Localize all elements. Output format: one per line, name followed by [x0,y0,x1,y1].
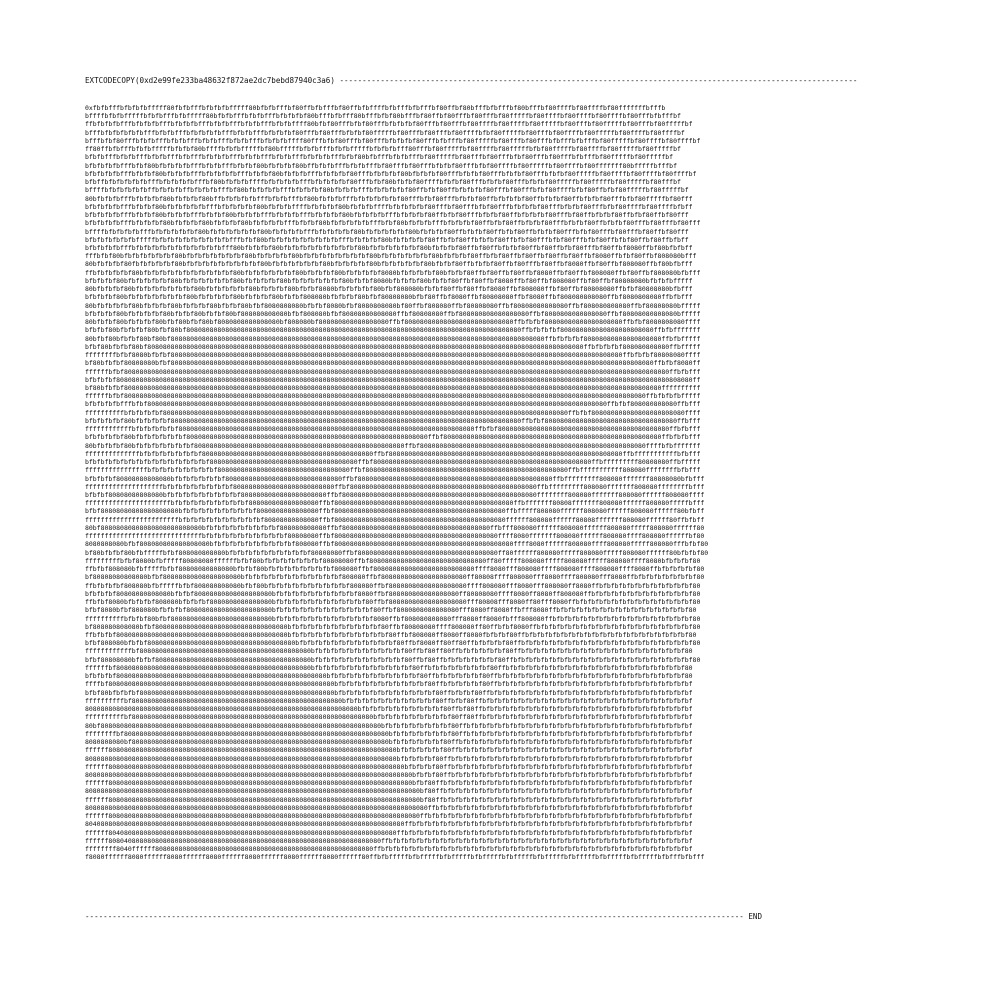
bytecode-line: ffbfbfbfbfffbfbfbfbfffbfbfbfbfffbfbfbfffbfbfbfffbfbfbffff80bfbf80fffbfbf80fffbfbfbfbf80fffbf80fffbf80ffffbf80ffffbf80fffffbf80fffbf80fffffbf80fffbf80fffffbf [85,120,693,129]
bytecode-line: bfbfbfbfbfffbfbfbfbfbfbfbfbfbfbfbfbfff80bfbfbfbf80bfbfbfbfbfbfbfbfbfbf80bfbfbfbfbfbfbf80bfbfbfbf80ffbf80ffbfbfbf80ffbf80ffbfbf80fffbf80ffbf8080ffbf80bfbfbff [85,243,693,252]
bytecode-line: bf80bfbfbf80bfbfffffbfbf808080808080bfbfbfbfbfbfbfbfbfbfbf80808080ffbf808080808080808080808080808080808080ff80ffffff808080fffff808080fffff808080ffffff80bfbfbf80 [85,548,709,557]
bytecode-line: bfbfbf80bfbfbfbf80bfbf80bf80808080808080808080808080808080808080808080808080808080808080808080808080808080808080ffbfbfbfbf808080808080808080808080ffbfbfffffff [85,326,701,335]
bytecode-line: 80bf80808080808080808080808080bfbfbfbfbfbfbfbfbfbf808080808080ffbf80808080808080808080808080808080808080ffbfff808080ffffff808080ffffff808080fffff808080ffffff80 [85,523,705,532]
bytecode-line: bf80bfbfbf80808080bfbf8080808080808080808080808080808080808080808080808080808080808080808080808080808080808080808080808080808080808080808080808080ffbfbf8080ff [85,359,701,368]
bytecode-line: ffffffbfbf80808080808080808080808080808080808080808080808080808080808080808080808080808080808080808080808080808080808080808080808080808080808080ffbfbfbfbfffff [85,392,701,401]
extcodecopy-header: EXTCODECOPY(0xd2e99fe233ba48632f872ae2dc7bebd87940c3a6) ------------------------------------------------------------------------------------------------------------------ [85,76,858,85]
bytecode-line: bffffbfbfbfffffbfbfbfffbfbfffff80bfbfbfffbfbfbfffbfbfbfbf80bfffbfbfff80bfffbfbf80bfffbf80ffbf80fffbf80fffbf80fffffbf80ffffbf80ffffbf80ffffbf80fffbfbfffbf [85,112,681,121]
bytecode-line: bfbffbfbfbfbfbfbfffbfbfbfbfbfffbf80bfbfbfbffffbfbfbfbfbfffbfbfbfbfbf80fffbfbf80bfbfbf80ffffbfbfbf80fffbfbfbf80fffbfbfbf80fffffbf80fffffbf80fffffbf80fffbf [85,178,681,187]
bytecode-line: ffffff80808080808080808080808080808080808080808080808080808080808080808080808080808080bf80ffbfbfbfbfbfbfbfbfbfbfbfbfbfbfbfbfbfbfbfbfbfbfbfbfbfbfbfbfbfbfbfbf [85,795,693,804]
bytecode-line: bfffbfbf80fffbfbfbfffbfbfbfffbfbfbfffbfbfbfffbfbfbfbffff80fffbfbf80fffbf80fffbfbfbfbf80fffbfbfffbf80fffffbf80fffbf80fffbfbfffbfbfffbf80fffffbf80ffffbf80ffffbf [85,136,701,145]
bytecode-line: bfbfbfbfbfbfbfffffbfbfbfbfbfbfbfbfbfbfffbfbf80bfbfbfbfbfbfbfbfbfbfffbfbfbfbf80bfbfbfbfbf80ffbfbf80ffbfbfbf80ffbfbf80fffbfbf80fffbfbf80ffbfbf80ffbf80ffbfbff [85,235,689,244]
bytecode-line: f8080ffffff8080ffffff8080ffffff8080ffffff8080ffffff8080ffffff8080ffffff80ffbfbfffffbfbfffffbfbfffffbfbfffffbfbfffffbfbfffffbfbfffffbfbfffffbfbfffffbfbfffbfbfff [85,853,705,862]
bytecode-line: ffffffffffffffffbfbfbfbfbfbfbfbfbf8080808080808080808080808080808080ffbf8080808080808080808080808080808080808080808080808080ffbfffffffffff808080ffffffffbfbfff [85,466,701,475]
bytecode-line: bf808080808080bfbf8080808080808080808080808080808080bfbfbfbfbfbfbfbfbfbfbfbf80ffbf80808080ffff808080ff80ffbfbf8080ffbfbfbfbfbfbfbfbfbfbfbfbfbfbfbfbfbfbfbfbf80 [85,622,701,631]
bytecode-line: ff80ffbfbfffbfbfbfffffbfbfbf80bffffbfbfbfffffbf80bfffffbfbfbfffbfbfbfffffbfbfbfbfff80fffbf80fffffbf80ffffbf80fffffbfbf80fffffbf80ffffbf80fffffbf80fffffbf [85,145,681,154]
bytecode-line: bfbfbfbfbfbfbfbfbfbfbfbfbfbfbfbf80808080808080808080808080808080808080ffbf80808080808080808080808080808080808080808080808080808080ffbfffffffff80808080ffbfffff [85,458,701,467]
bytecode-line: fffffffffbfbf8080bfbfffff80808080ffffffbfbf80bfbfbfbfbfbfbfbf80808080ffbf808080808080808080808080808080ff80fffff808080fffff808080fffff808080ffff8080bfbfbfbf80 [85,556,701,565]
bytecode-line: bfbfbfbfbfffbfbfbfbf80bfbfbfbf80bfbfbfbf80bfbfbfbfbfffbfbfbf80bfbfbfbfbfbfffbfbf80bfbfbfbfffbfbfbfbf80ffbfbf80ffbfbfbf80fffbfbfbf80ffbfbfbf80fffbf80fffbf80fff [85,219,701,228]
bytecode-line: ffffffffffbf808080808080808080808080808080808080808080808080808080bfbfbfbfbfbfbfbfbfbfbfbf80ffbfbf80ffbfbfbfbfbfbfbfbfbfbfbfbfbfbfbfbfbfbfbfbfbfbfbfbfbfbfbf [85,696,693,705]
bytecode-line: bfbfbfbfbfffbfbfbf80bfbfbfbfffbfbfbfbfbfffbfbfbf80bfbfbfbfffbfbfbfbf80fffbfbfbfbf80bfbfbfbf80fffbfbfbf80fffbfbfbf80fffbfbfbf80fffffbf80ffffbf80ffffbf80ffffbf [85,169,697,178]
bytecode-line: bf80808080808080bfbf80808080808080808080bfbfbfbfbfbfbfbfbfbfbfbfbf808080ffbf8080808080808080808080ff80808ffff808080fff8080ffff808080fff8080ffbfbfbfbfbfbfbfbf80 [85,573,705,582]
bytecode-line: bfbfbfbfbfffbfbfbf80bfbfbfbfffbfbfbf80bfbfbfbfffbfbfbfbfffbfbfbfbf80bfbfbfbfbfffbfbfbfbf80ffbfbf80fffbfbfbf80ffbfbfbfbf80fffbf80ffbfbfbf80ffbfbf80ffbf80fff [85,211,689,220]
bytecode-line: ffbfbfbfbfbf80bfbfbfbfbfbfbfbfbfbfbfbf80bfbfbfbfbfbfbf80bfbfbfbf80bfbfbfbfbf8080bfbfbfbfbf80bfbfbf80ffbf80ffbf80ffbf8080ffbf80ffbf808080ffbf80ffbf808080bfbfff [85,268,701,277]
bytecode-line: ffffffffffffffffffffbfbfbfbfbfbfbfbfbf80808080808080808080808080ffbf808080808080808080808080808080808080808080808080ffbfffffffff808080fffffff808080ffffffffbfff [85,482,705,491]
bytecode-line: 80bf808080808080808080808080808080808080808080808080808080808080808080808080bfbfbfbfbfbfbfbfbf80ffbfbfbfbfbfbfbfbfbfbfbfbfbfbfbfbfbfbfbfbfbfbfbfbfbfbfbfbfbf [85,721,693,730]
bytecode-line: bfbfbfbfbf80bfbfbfbfbfbfbf80808080808080808080808080808080808080808080808080808080808080ffbf80808080808080808080808080808080808080808080808080808080ffbfbfbfff [85,433,701,442]
bytecode-line: ffbfbfbf80808080808080808080808080808080808080808080bfbfbfbfbfbfbfbfbfbfbfbfbf80ffbf808080ff8080ff8080fbfbfbf80ffbfbfbfbfbfbfbfbfbfbfbfbfbfbfbfbfbfbfbfbfbf80 [85,631,697,639]
bytecode-line: ffffbf8080808080808080808080808080808080808080808080808080808080bfbfbfbfbfbfbfbfbfbfbfbf80ffbfbfbfbfbf80ffbfbfbfbfbfbfbfbfbfbfbfbfbfbfbfbfbfbfbfbfbfbfbfbfbf [85,680,693,689]
bytecode-line: ffffffffffffffffffffffbfbfbfbfbfbfbfbfbfbf808080808080808080ffbf8080808080808080808080808080808080808080808080ffbfffffff80808fffffff808080ffffff808080fffffbfff [85,499,705,508]
bytecode-line: bfbfbf80808080808080bfbfbfbfbfbfbfbfbfbf8080808080808080808080ffbf80808080808080808080808080808080808080808080808080ffffffff808080fffffff808080ffffff808080ffff [85,491,705,500]
bytecode-line: ffffffffffffffffffffffffbfbfbfbfbfbfbfbfbfbfbf80808080808080ffbf80808080808080808080808080808080808080808080ffffff808080ffffff80808fffffff808080ffffff80ffbfbff [85,515,705,524]
bytecode-line: 80bfbfbfbfbf80bfbfbfbf80bfbfbfbf80bfbfbf80bfbf8080808080bfbfbf8080bfbf8080808080bf80ffbf808080ffbf80808080ffbf80808080808080ffbf808080808080ffbf80808080bfffff [85,301,701,310]
bytecode-line: ffffffffffbf80808080808080808080808080808080808080808080808080808080808080bfbfbfbfbfbfbfbfbfbf80ff80ffbfbfbfbfbfbfbfbfbfbfbfbfbfbfbfbfbfbfbfbfbfbfbfbfbfbfbf [85,713,693,722]
bytecode-line: ffffffffffbfbfbf80bfbf80808080808080808080808080bfbfbfbfbfbfbfbfbfbfbfbfbf8080ffbf808080808080fff8080ff8080fbfff808080ffbfbfbfbfbfbfbfbfbfbfbfbfbfbfbfbfbfbf80 [85,614,701,623]
bytecode-line: ffffff80408080808080808080808080808080808080808080808080808080808080808080808080ffbfbfbfbfbfbfbfbfbfbfbfbfbfbfbfbfbfbfbfbfbfbfbfbfbfbfbfbfbfbfbfbfbfbfbfbfbf [85,828,693,837]
bytecode-line: ffffffbfbf80808080808080808080808080808080808080808080808080808080808080808080808080808080808080808080808080808080808080808080808080808080808080808080ffbfbfff [85,367,701,376]
bytecode-line: 80bfbfbf80bfbfbfbf80bfbf80bfbf80bf8080808080808080bf808080bf808080808080808080ffbf8080808080808080808080808080ffbfbfbf80808080808080808080ffbfbf8080808080ffff [85,318,701,327]
bytecode-line: ffbfbfbfbf808080bfbfffffbfbf808080808080bfbf80bfbfbfbfbfbfbfbfbfbfbf808080ffbf80808080808080808080ffff808080fff8080fff808080ff8080ffbfbfbfbfbfbfbfbfbfbfbfbf80 [85,581,701,590]
bytecode-line: bfbfbfbf8080808080808080808080808080808080808080808080808080808080808080808080808080808080808080808080808080808080808080808080808080808080808080808080808080ff [85,375,701,384]
bytecode-line: ffffffffffffbf80808080808080808080808080808080808080808080bfbfbfbfbfbfbfbfbfbfbfbf80ffbf80ff80ffbfbfbfbfbfbf80ffbfbfbfbfbfbfbfbfbfbfbfbfbfbfbfbfbfbfbfbfbf80 [85,647,693,656]
bytecode-line: 80808080808080808080808080808080808080808080808080808080808080808080808080808080bfbfbfbfbf80ffbfbfbfbfbfbfbfbfbfbfbfbfbfbfbfbfbfbfbfbfbfbfbfbfbfbfbfbfbfbfbf [85,754,693,763]
bytecode-line: bfbf8080bfbf808080bfbfbfbf8080808080808080808080bfbfbfbfbfbfbfbfbfbfbfbfbf80ffbf8080808080808080fff8080ff8080ffbfff8080ffbfbfbfbfbfbfbfbfbfbfbfbfbfbfbfbfbf80 [85,606,697,615]
bytecode-line: bfbfbfbf80808080808080bfbfbf80808080808080808080bfbfbfbfbfbfbfbfbfbfbf8080ffbf808080808080808080ff80808080ffff8080ff8080ff808080ffbfbfbfbfbfbfbfbfbfbfbfbfbf80 [85,589,701,598]
bytecode-line: bf80bfbfbf808080808080808080808080808080808080808080808080808080808080808080808080808080808080808080808080808080808080808080808080808080808080808080ffffffffff [85,383,701,392]
bytecode-line: 0xfbfbfffbfbfbfbfffff80fbfbfffbfbfbfbfffff80bfbfbfffbf80ffbfbfffbf80ffbfbffffbfbfffbfbfffbf80ffbf80bfffbfbfffbf80bfffbf80ffffbf80ffffbf80fffffffbfffb [85,104,666,112]
bytecode-line: 808080808080808080808080808080808080808080808080808080808080808080808080808080808080bfbfbf80ffbfbfbfbfbfbfbfbfbfbfbfbfbfbfbfbfbfbfbfbfbfbfbfbfbfbfbfbfbfbfbf [85,770,693,779]
bytecode-line: bfbfbfbf80bfbfbfbfbfbf80bfbfbfbfbfbfbf80bfbfbfbfbf80bfbfbfbfbfbfbf80bfbfbf8080bfbfbfbf80bfbfbf80ffbf80ffbf8080ffbf80ffbf808080ffbf80ffbf80808080bfbfbfbfffff [85,276,693,285]
bytecode-line: bfbfbfbfbfffbfbfbf80bfbfbfbfbfbfffbfbfbfbfbf80bfbfbfbffffbfbfbfbf80bfbfbfbffffbfbfbfbfbf80fffbf80fffbfbf80fffbfbfbfbf80fffbfbfbf80fffbfbf80ffffbf80ffffbfbff [85,202,693,211]
bytecode-line: ffffffff8040ffffff80808080808080808080808080808080808080808080808080808080ffbfbfbfbfbfbfbfbfbfbfbfbfbfbfbfbfbfbfbfbfbfbfbfbfbfbfbfbfbfbfbfbfbfbfbfbfbfbfbfbf [85,845,693,854]
bytecode-line: ffffff80808080808080808080808080808080808080808080808080808080808080808080808080808080ffbfbfbfbfbfbfbfbfbfbfbfbfbfbfbfbfbfbfbfbfbfbfbfbfbfbfbfbfbfbfbfbfbfbf [85,812,693,821]
bytecode-line: 80bfbfbfbfffbfbfbfbf80bfbfbfbf80bffbfbfbfbfbfffbfbfbfffbf80bfbfbfbfffbfbfbfbfbfbf80fffbfbf80fffbfbfbf80ffbfbfbfbf80ffbfbfbf80ffbfbfbf80fffbfbf80fffffbf80fff [85,194,693,203]
bytecode-line: 80bfbfbfbf80bfbfbfbfbfbfbfbf808080808080808080808080808080808080808080808080808080ffbf8080808080808080808080808080808080808080808080808080808080ffffbfbfffffff [85,441,701,450]
bytecode-line: bfbf80bfbfbf80bf8080808080808080808080808080808080808080808080808080808080808080808080808080808080808080808080808080808080808080ffbfbfbfbf808080808080ffbfffff [85,342,701,351]
bytecode-line: ffffffffffffbfbfbfbfbfbf8080808080808080808080808080808080808080808080808080808080808080808080808080ffbfbf80808080808080808080808080808080808080808080ffbfbfff [85,425,701,434]
bytecode-line: 80bfbf80bfbfbf80bf80bf808080808080808080808080808080808080808080808080808080808080808080808080808080808080808080808080ffbfbfbfbf80808080808080808080ffbfbfffff [85,334,701,343]
bytecode-line: 8080808080808080808080808080808080808080808080808080808080808080808080808080808080808080ffbfbfbfbfbfbfbfbfbfbfbfbfbfbfbfbfbfbfbfbfbfbfbfbfbfbfbfbfbfbfbfbfbf [85,803,693,812]
bytecode-line: bfbf80bfbfbfbf80808080808080808080808080808080808080808080808080bfbfbfbfbfbfbfbfbfbfbfbfbf80ffbfbfbf80ffbfbfbfbfbfbfbfbfbfbfbfbfbfbfbfbfbfbfbfbfbfbfbfbfbfbf [85,688,693,697]
bytecode-line: bfbfbfbfbfffbfbf8080808080808080808080808080808080808080808080808080808080808080808080808080808080808080808080808080808080808080808080ffbfbf808080808080ffbfff [85,400,701,409]
bytecode-line: bfbfbfffbfbfbfffbfbfbfffbfbfffbfbfbfbfffbfbfbfffbfbfbfffbfbfbfbfffbfbf80bfbfffbfbfbfffbf80fffffbf80fffbf80fffbfbf80fffbf80fffbfbfffbf80fffffbf80fffffbf [85,153,674,162]
bytecode-line: bfbfbfbfbf80bfbfbfbfbf808080808080808080808080808080808080808080808080808080808080808080808080808080808080808080ffbfbf8080808080808080808080808080808080ffbfff [85,416,701,425]
bytecode-line: bfbfbfbf80808080808080bfbfbfbfbfbfbf808080808080808080808080808080ffbf80808080808080808080808080808080808080808080808080ffbfffffffff808080fffffff80808080bfbfff [85,474,705,483]
bytecode-line: bffffbfbfbfbfbfffbfbfbfbfbfbf80bfbfbfbfbfbfbf80bfbfbfbfbfffbfbfbfbfbf80bfbfbfbfbfbf80bfbfbfbf80ffbfbfbf80ffbfbf80ffbfbfbf80fffbfbf80fffbf80fffbf80ffbf80fff [85,227,689,236]
bytecode-line: ffffff808080808080808080808080808080808080808080808080808080808080808080808080808080bfbf80ffbfbfbfbfbfbfbfbfbfbfbfbfbfbfbfbfbfbfbfbfbfbfbfbfbfbfbfbfbfbfbfbf [85,779,693,788]
bytecode-line: bfffbfbfbfbfbfbfffbfbfbfffbfbfbfbfbfffbfbfbfffbfbfbfbf80fffbf80fffbfbfbf80fffffbf80fffbf80fffbf80ffffbfbf80fffffbf80fffbf80ffffbf80fffffbf80ffffbf80ffffbf [85,128,685,137]
bytecode-line: ffffffffffffffffffffffffffffffbfbfbfbfbfbfbfbfbfbfbf80808080ffbf808080808080808080808080808080808080808080ffff8080fffffff808080ffffff808080ffff808080ffffffbf80 [85,532,705,541]
bytecode-line: ffffffbf80808080808080808080808080808080808080808080808080bfbfbfbfbfbfbfbfbfbfbfbfbf80ffbfbfbfbfbfbfbfbf80ffbfbfbfbfbfbfbfbfbfbfbfbfbfbfbfbfbfbfbfbfbfbfbf80 [85,663,693,672]
bytecode-line: bfbf80808080bfbfbf8080808080808080808080808080808080808080bfbfbfbfbfbfbfbfbfbfbfbf80ffbf80ffbfbfbfbfbfbfbf80ffbfbfbfbfbfbfbfbfbfbfbfbfbfbfbfbfbfbfbfbfbfbfbf80 [85,655,701,664]
bytecode-line: bfbfbfbfbfffbfbf80bfbfbfbfbfffbfbfbfffbfbfbf80bfbfbfbf80bffbfbfbfffbfbfbfffbf80fffbf80fffbfbfbf80fffbfbf80ffffbf80fffffbf80ffffbf80fffffff80bfffffbfffbf [85,161,677,170]
bytecode-line: fffbfbf80bfbfbfbfbfbfbf80bfbfbfbfbfbfbfbf80bfbfbfbfbf80bfbfbfbfbfbfbfbfbf80bfbfbfbfbfbfbf80bfbfbfbf80ffbfbf80ffbf80ffbf80ffbf80ffbf8080ffbfbf80ffbf808080bfff [85,252,697,261]
bytecode-line: 8040808080808080808080808080808080808080808080808080808080808080808080808080808080ffbfbfbfbfbfbfbfbfbfbfbfbfbfbfbfbfbfbfbfbfbfbfbfbfbfbfbfbfbfbfbfbfbfbfbfbf [85,820,693,829]
bytecode-line: 8080808080bf808080808080808080808080808080808080808080808080808080808080808080bfbfbfbfbfbfbf80ffbfbfbfbfbfbfbfbfbfbfbfbfbfbfbfbfbfbfbfbfbfbfbfbfbfbfbfbfbfbf [85,738,693,747]
bytecode-line: 80bfbfbfbf80fbfbfbfbfbf80bfbfbfbfbfbfbfbfbfbf80bfbfbfbfbfbfbf80bfbfbfbfbf80bfbfbfbfbfbf80bfbfbf80ffbfbfbf80ffbf80fffbf80ffbf8080ffbf80ffbf808080ffbf80bfbfff [85,260,693,269]
bytecode-line: 80808080808080808080808080808080808080808080808080808080808080808080808080808080808080bf80ffbfbfbfbfbfbfbfbfbfbfbfbfbfbfbfbfbfbfbfbfbfbfbfbfbfbfbfbfbfbfbfbf [85,787,693,796]
bytecode-line: bfbfbfbf80bfbfbfbfbf80bfbfbf80bfbfbf80bf808080808080bfbf808080bfbf80808080808080ffbf80808080ffbf808080808080808080ffbf8080808080808080ffbf80808080808080bfffff [85,309,701,318]
end-marker: ------------------------------------------------------------------------------------------------------------------------------------------------- END [85,912,762,921]
bytecode-line: ffbfbf8080bfbfbfbf808080bfbfbfbf8080808080808080bfbfbfbfbfbfbfbfbfbfbfbf80ffbf80808080808080808080fff80808fff8080ff80fff8080ffbfbfbfbfbfbfbfbfbfbfbfbfbfbfbf80 [85,598,701,607]
bytecode-line: ffffffffffbfbfbfbfbf80808080808080808080808080808080808080808080808080808080808080808080808080808080808080808080808080808080ffbfbf808080808080808080808080ffff [85,408,701,417]
bytecode-line: bfbf80808080808080808080bfbfbfbfbfbfbfbfbfbf8080808080808080ffbf80808080808080808080808080808080808080808080ffbfffff808080ffffff808080ffffff808080ffffff80bfbff [85,507,705,516]
bytecode-line: ffffffffbf80808080808080808080808080808080808080808080808080808080808080808080bfbfbfbfbfbfbfbf80ffbfbfbfbfbfbfbfbfbfbfbfbfbfbfbfbfbfbfbfbfbfbfbfbfbfbfbfbfbf [85,729,693,738]
bytecode-line: bfbf808080bfbfbf80808080808080808080808080808080808080bfbfbfbfbfbfbfbfbfbfbfbfbf80ffbf8080ff80ff80ffbfbfbfbf80ffbfbfbfbfbfbfbfbfbfbfbfbfbfbfbfbfbfbfbfbfbfbf80 [85,639,701,648]
bytecode-line: 8080808080808080808080808080808080808080808080808080808080808080808080bfbfbfbfbfbfbfbfbfbfbf80ffbf80ffbfbfbfbfbfbfbfbfbfbfbfbfbfbfbfbfbfbfbfbfbfbfbfbfbfbfbf [85,705,693,714]
bytecode-line: bfbfbfbf80bfbfbfbfbfbfbfbf80bfbfbfbfbf80bfbfbfbf80bfbfbf808080bfbfbfbf80bfbf80808080bfbf80ffbf8080ffbf80808080ffbf8080ffbf808080808080ffbf8080808080ffbfbfff [85,293,693,302]
bytecode-line: ffffff8080408080808080808080808080808080808080808080808080808080808080808080ffbfbfbfbfbfbfbfbfbfbfbfbfbfbfbfbfbfbfbfbfbfbfbfbfbfbfbfbfbfbfbfbfbfbfbfbfbfbfbf [85,836,693,845]
bytecode-dump [85,104,915,894]
bytecode-line: ffffff80808080808080808080808080808080808080808080808080808080808080808080808080bfbfbfbfbfbf80ffbfbfbfbfbfbfbfbfbfbfbfbfbfbfbfbfbfbfbfbfbfbfbfbfbfbfbfbfbfbf [85,746,693,755]
bytecode-line: 80bfbfbfbf80bfbfbfbfbfbfbfbf80bfbfbfbfbfbf80bfbfbfbf80bfbfbf8080bfbfbfbfbf80bfbf808080bfbfbf80ffbf80ffbf8080ffbf808080ffbf80ffbf80808080ffbfbf80808080bfbfff [85,285,693,294]
bytecode-line: ffffffffffffffbfbfbfbfbfbfbfbf80808080808080808080808080808080808080808080ffbf808080808080808080808080808080808080808080808080808080808080ffbfffffffffffbfbfff [85,449,701,458]
bytecode-line: ffffffffbfbf8080bfbfbf80808080808080808080808080808080808080808080808080808080808080808080808080808080808080808080808080808080808080808080ffbfbfbf80808080ffff [85,351,701,360]
bytecode-line: bffffbfbfbfbfbfbffbfbfbfbffbfbfbfbfffbf80bfbfbfbfbfffbfbfbfbf80bfbfbfbfffbfbfbfbfbf80ffbfbf80ffbfbfbfbf80fffbf80fffbfbf80ffffbfbf80ffbfbf80fffffbf80fffffbf [85,186,689,195]
bytecode-line: ffffff8080808080808080808080808080808080808080808080808080808080808080808080808080bfbfbfbf80ffbfbfbfbfbfbfbfbfbfbfbfbfbfbfbfbfbfbfbfbfbfbfbfbfbfbfbfbfbfbfbf [85,762,693,771]
bytecode-line: 8080808080bfbf808080808080808080bfbfbfbfbfbfbfbfbfbfbf808080ffbf8080808080808080808080808080808080808080808080ffff8080ffffff808080ffff808080fffff808080fffbfbf80 [85,540,709,549]
bytecode-line: bfbfbfbf808080808080808080808080808080808080808080808080808080bfbfbfbfbfbfbfbfbfbfbfbf80ffbfbfbfbfbfbf80ffbfbfbfbfbfbfbfbfbfbfbfbfbfbfbfbfbfbfbfbfbfbfbfbf80 [85,672,693,681]
bytecode-line: ffbfbf808080bfbfffffbfbf80808080808080bfbfbf80bfbfbfbfbfbfbfbfbf808080ffbf80808080808080808080808080ffff8080fff808080ffff808080ffff808080ffff8080ffbfbfbfbfbf80 [85,565,705,574]
